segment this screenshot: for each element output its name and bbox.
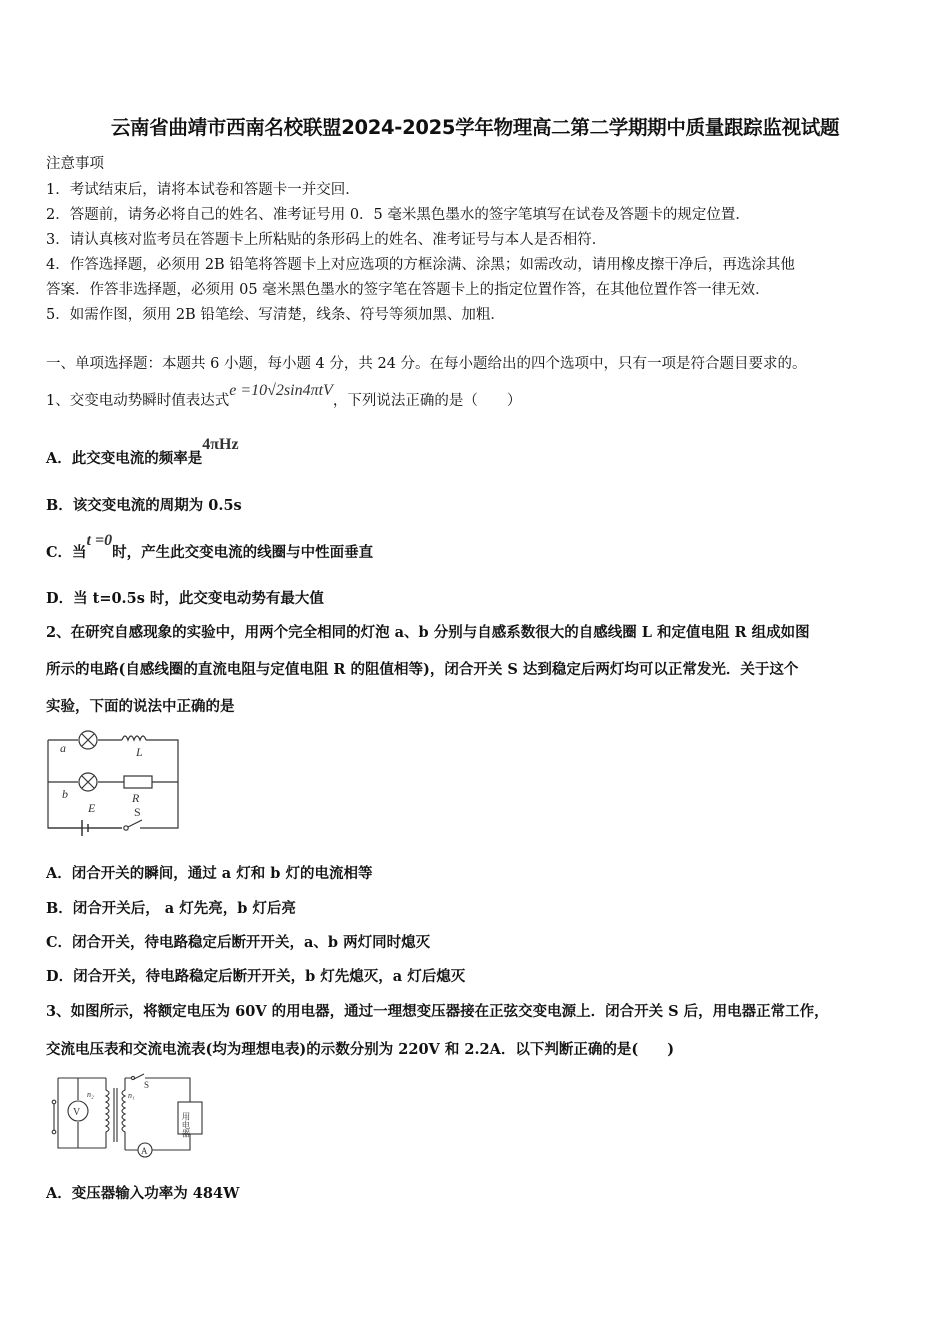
q1-formula: e =10√2sin4πtV	[229, 382, 333, 399]
q1-option-c-pre: C．当	[46, 544, 87, 561]
q1-option-a	[46, 436, 239, 468]
q1-option-a-formula: 4πHz	[202, 436, 239, 453]
q2-stem-line: 实验，下面的说法中正确的是	[46, 698, 235, 715]
q2-option-d: D．闭合开关，待电路稳定后断开开关，b 灯先熄灭，a 灯后熄灭	[46, 968, 466, 985]
label-n2: n₂	[87, 1090, 94, 1099]
notice-item: 答案．作答非选择题，必须用 05 毫米黑色墨水的签字笔在答题卡上的指定位置作答，在其他位置作答一律无效．	[46, 282, 770, 298]
label-b: b	[62, 787, 68, 801]
q2-option-b: B．闭合开关后， a 灯先亮，b 灯后亮	[46, 900, 296, 917]
label-S: S	[134, 805, 141, 819]
notice-item: 4．作答选择题，必须用 2B 铅笔将答题卡上对应选项的方框涂满、涂黑；如需改动，请用橡皮擦干净后，再选涂其他	[46, 257, 795, 273]
page-title: 云南省曲靖市西南名校联盟2024-2025学年物理高二第二学期期中质量跟踪监视试题	[110, 116, 840, 139]
question-1-stem	[46, 382, 522, 410]
q2-option-a: A．闭合开关的瞬间，通过 a 灯和 b 灯的电流相等	[46, 865, 373, 882]
notice-item: 5．如需作图，须用 2B 铅笔绘、写清楚，线条、符号等须加黑、加粗．	[46, 307, 505, 323]
device-label: 用电器	[180, 1112, 190, 1138]
ammeter-label: A	[141, 1146, 148, 1156]
section-heading: 一、单项选择题：本题共 6 小题，每小题 4 分，共 24 分。在每小题给出的四个选项中，只有一项是符合题目要求的。	[46, 356, 807, 372]
q3-stem-line: 交流电压表和交流电流表(均为理想电表)的示数分别为 220V 和 2.2A．以下判断正确的是( )	[46, 1041, 675, 1058]
label-n1: n₁	[128, 1091, 135, 1100]
q2-option-c: C．闭合开关，待电路稳定后断开开关，a、b 两灯同时熄灭	[46, 934, 431, 951]
q1-option-c-formula: t =0	[86, 532, 113, 549]
label-a: a	[60, 741, 66, 755]
q1-option-d: D．当 t=0.5s 时，此交变电动势有最大值	[46, 590, 324, 607]
q1-stem-pre: 1、交变电动势瞬时值表达式	[46, 393, 230, 409]
q3-stem-line: 3、如图所示，将额定电压为 60V 的用电器，通过一理想变压器接在正弦交变电源上．闭合开关 S 后，用电器正常工作，	[46, 1003, 829, 1020]
circuit-diagram-inductor	[44, 726, 184, 834]
q2-stem-line: 2、在研究自感现象的实验中，用两个完全相同的灯泡 a、b 分别与自感系数很大的自感线圈 L 和定值电阻 R 组成如图	[46, 624, 810, 641]
q2-stem-line: 所示的电路(自感线圈的直流电阻与定值电阻 R 的阻值相等)，闭合开关 S 达到稳定后两灯均可以正常发光．关于这个	[46, 661, 799, 678]
q1-option-b: B．该交变电流的周期为 0.5s	[46, 497, 242, 514]
notice-item: 2．答题前，请务必将自己的姓名、准考证号用 0．5 毫米黑色墨水的签字笔填写在试卷及答题卡的规定位置．	[46, 207, 750, 223]
q3-option-a: A．变压器输入功率为 484W	[46, 1185, 240, 1202]
notice-heading: 注意事项	[46, 156, 104, 172]
voltmeter-label: V	[73, 1107, 81, 1118]
q1-option-c-post: 时，产生此交变电流的线圈与中性面垂直	[112, 544, 374, 561]
label-E: E	[88, 801, 96, 815]
switch-label: S	[144, 1080, 150, 1090]
q1-option-a-text: A．此交变电流的频率是	[46, 450, 203, 467]
q1-stem-post: ，下列说法正确的是（ ）	[332, 393, 522, 409]
label-L: L	[136, 745, 143, 759]
q1-option-c	[46, 532, 374, 562]
transformer-circuit-diagram	[48, 1072, 208, 1164]
notice-item: 1．考试结束后，请将本试卷和答题卡一并交回．	[46, 182, 360, 198]
label-R: R	[132, 791, 140, 805]
notice-item: 3．请认真核对监考员在答题卡上所粘贴的条形码上的姓名、准考证号与本人是否相符．	[46, 232, 607, 248]
